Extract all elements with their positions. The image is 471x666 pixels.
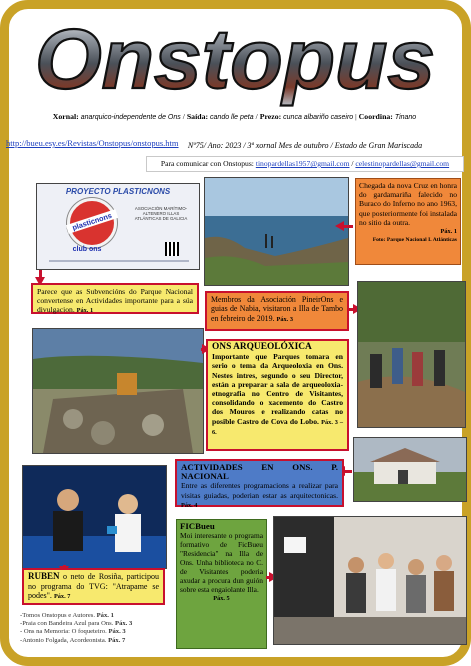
- poster-qr: [165, 242, 179, 256]
- club-ons-logo: club ons: [72, 246, 102, 253]
- contact-bar: [146, 156, 464, 172]
- arqueo-heading: ONS ARQUEOLÓXICA: [212, 342, 312, 352]
- ficbueu-page-ref: Páx. 5: [213, 595, 230, 602]
- poster-title: PROYECTO PLASTICNONS: [65, 187, 171, 196]
- ruben-text: o neto de Rosiña, participou no programa do TVG: "Atrapame se podes".: [28, 572, 159, 601]
- group-image: [274, 517, 466, 644]
- email-link-2[interactable]: celestinopardellas@gmail.com: [355, 159, 450, 168]
- index-item-page: Páx. 3: [115, 620, 133, 628]
- index-item-text: -Antonio Folgada, Acordeonista.: [20, 636, 107, 644]
- index-item-page: Páx. 3: [108, 628, 126, 636]
- arrow-ficbueu: [266, 576, 270, 579]
- arrow-ruben: [63, 565, 66, 567]
- cruz-photo-credit: Foto: Parque Nacional I. Atlánticas: [372, 237, 457, 244]
- ruben-box: [22, 568, 165, 605]
- index-item-text: -Praia con Bandeira Azul para Ons.: [20, 620, 114, 628]
- actividades-text: Entre as diferentes programacions a realizar para visitas guiadas, poderian estar as arquitectonicas.: [181, 481, 338, 500]
- archaeology-photo: [32, 328, 204, 454]
- saida-value: cando lle peta: [210, 114, 254, 121]
- cruz-text: Chegada da nova Cruz en honra do gardamariña falecido no Buraco do Inferno no ano 1963, que posteriormente foi instalada no sitio da outra.: [359, 181, 457, 227]
- cruz-box: [355, 178, 461, 265]
- membros-page-ref: Páx. 3: [276, 315, 293, 323]
- plasticnons-text: Parece que as Subvencións do Parque Nacional convertense en Actividades importante para a súa divulgacion.: [37, 287, 193, 315]
- hikers-image: [358, 282, 465, 427]
- ficbueu-text: Moi interesante o programa formativo de FicBueu "Residencia" na Illa de Ons. Unha biblioteca no C. de Visitantes poderia axudar a procura dun guión sobre esta engaiolante Illa.: [180, 531, 263, 594]
- ruben-page-ref: Páx. 7: [53, 593, 71, 601]
- arqueo-box: [206, 339, 349, 451]
- ruben-name: RUBEN: [28, 571, 60, 581]
- tv-show-photo: [22, 465, 167, 569]
- actividades-page-ref: Páx. 4: [181, 501, 198, 509]
- badge-text: plasticnons: [66, 209, 118, 234]
- subhead: Xornal: anarquico-independente de Ons / Saída: cando lle peta / Prezo: cunca albariño caseiro | Coordina: Tinano: [52, 112, 417, 121]
- xornal-label: Xornal:: [52, 112, 79, 121]
- excavation-image: [33, 329, 203, 453]
- prezo-value: cunca albariño caseiro: [283, 114, 354, 121]
- coordina-label: Coordina:: [358, 112, 393, 121]
- plasticnons-box: [31, 283, 199, 314]
- arrow-plasticnons: [39, 270, 42, 278]
- index-item-page: Páx. 7: [108, 636, 126, 644]
- ficbueu-group-photo: [273, 516, 467, 645]
- membros-box: [205, 291, 349, 331]
- building-image: [354, 438, 466, 501]
- coordina-value: Tinano: [394, 114, 417, 121]
- hikers-photo: [357, 281, 466, 428]
- email-link-1[interactable]: tinopardellas1957@gmail.com: [255, 159, 350, 168]
- index-item: [20, 612, 170, 620]
- arrow-arqueo: [201, 348, 203, 351]
- ficbueu-box: [176, 519, 267, 649]
- prezo-label: Prezo:: [259, 112, 282, 121]
- plasticnons-poster: [36, 183, 200, 270]
- index-list: [20, 612, 170, 645]
- masthead-title: Onstopus: [35, 14, 435, 106]
- masthead-logo: [30, 14, 440, 110]
- index-item-text: -Tomos Onstopus e Autores.: [20, 612, 95, 619]
- arqueo-page-ref: Páx. 3 – 6.: [212, 418, 343, 436]
- tv-show-image: [23, 466, 166, 568]
- index-item: [20, 628, 170, 636]
- coast-image: [205, 178, 348, 285]
- index-item-text: - Ons na Memoria: O foqueteiro.: [20, 628, 107, 636]
- index-item-page: Páx. 1: [96, 612, 114, 619]
- org-text: ASOCIACIÓN MARÍTIMO-ALTENERO ILLAS ATLÁNTICAS DE GALICIA: [134, 206, 188, 222]
- index-item: [20, 620, 170, 628]
- plasticnons-page-ref: Páx. 1: [76, 307, 94, 315]
- arrow-cruz: [343, 225, 353, 228]
- poster-footer-line: [49, 260, 189, 262]
- plasticnons-badge: [67, 198, 117, 248]
- contact-prefix: Para comunicar con Onstopus:: [160, 159, 254, 168]
- ficbueu-heading: FICBueu: [180, 521, 215, 531]
- masthead: [30, 14, 440, 110]
- actividades-box: [175, 459, 344, 507]
- issue-line: Nº75/ Ano: 2023 / 3ª xornal Mes de outubro / Estado de Gran Mariscada: [187, 141, 423, 150]
- xornal-value: anarquico-independente de Ons: [80, 114, 181, 121]
- cruz-page-ref: Páx. 1: [440, 228, 457, 236]
- contact-separator: /: [349, 159, 356, 168]
- saida-label: Saída:: [186, 112, 209, 121]
- arqueo-text: Importante que Parques tomara en serio o tema da Arqueoloxia en Ons. Nestes intres, segundo o seu Director, están a preparar a sala de arqueoloxia-etnografia no Centro de Visitantes, consolidando o xacemento do Castro dos Mouros e realizando catas no posible Castro de Cova do Lobo.: [212, 352, 343, 426]
- index-item: [20, 637, 170, 645]
- cruz-coast-photo: [204, 177, 349, 286]
- building-photo: [353, 437, 467, 502]
- arrow-actividades: [344, 470, 352, 473]
- arrow-membros: [349, 308, 354, 311]
- website-link[interactable]: http://bueu.esy.es/Revistas/Onstopus/onstopus.htm: [6, 138, 179, 148]
- actividades-heading: ACTIVIDADES EN ONS. P. NACIONAL: [181, 462, 338, 482]
- membros-text: Membros da Asociación PineirOns e guias de Nabia, visitaron a Illa de Tambo en febreiro de 2019.: [211, 295, 343, 323]
